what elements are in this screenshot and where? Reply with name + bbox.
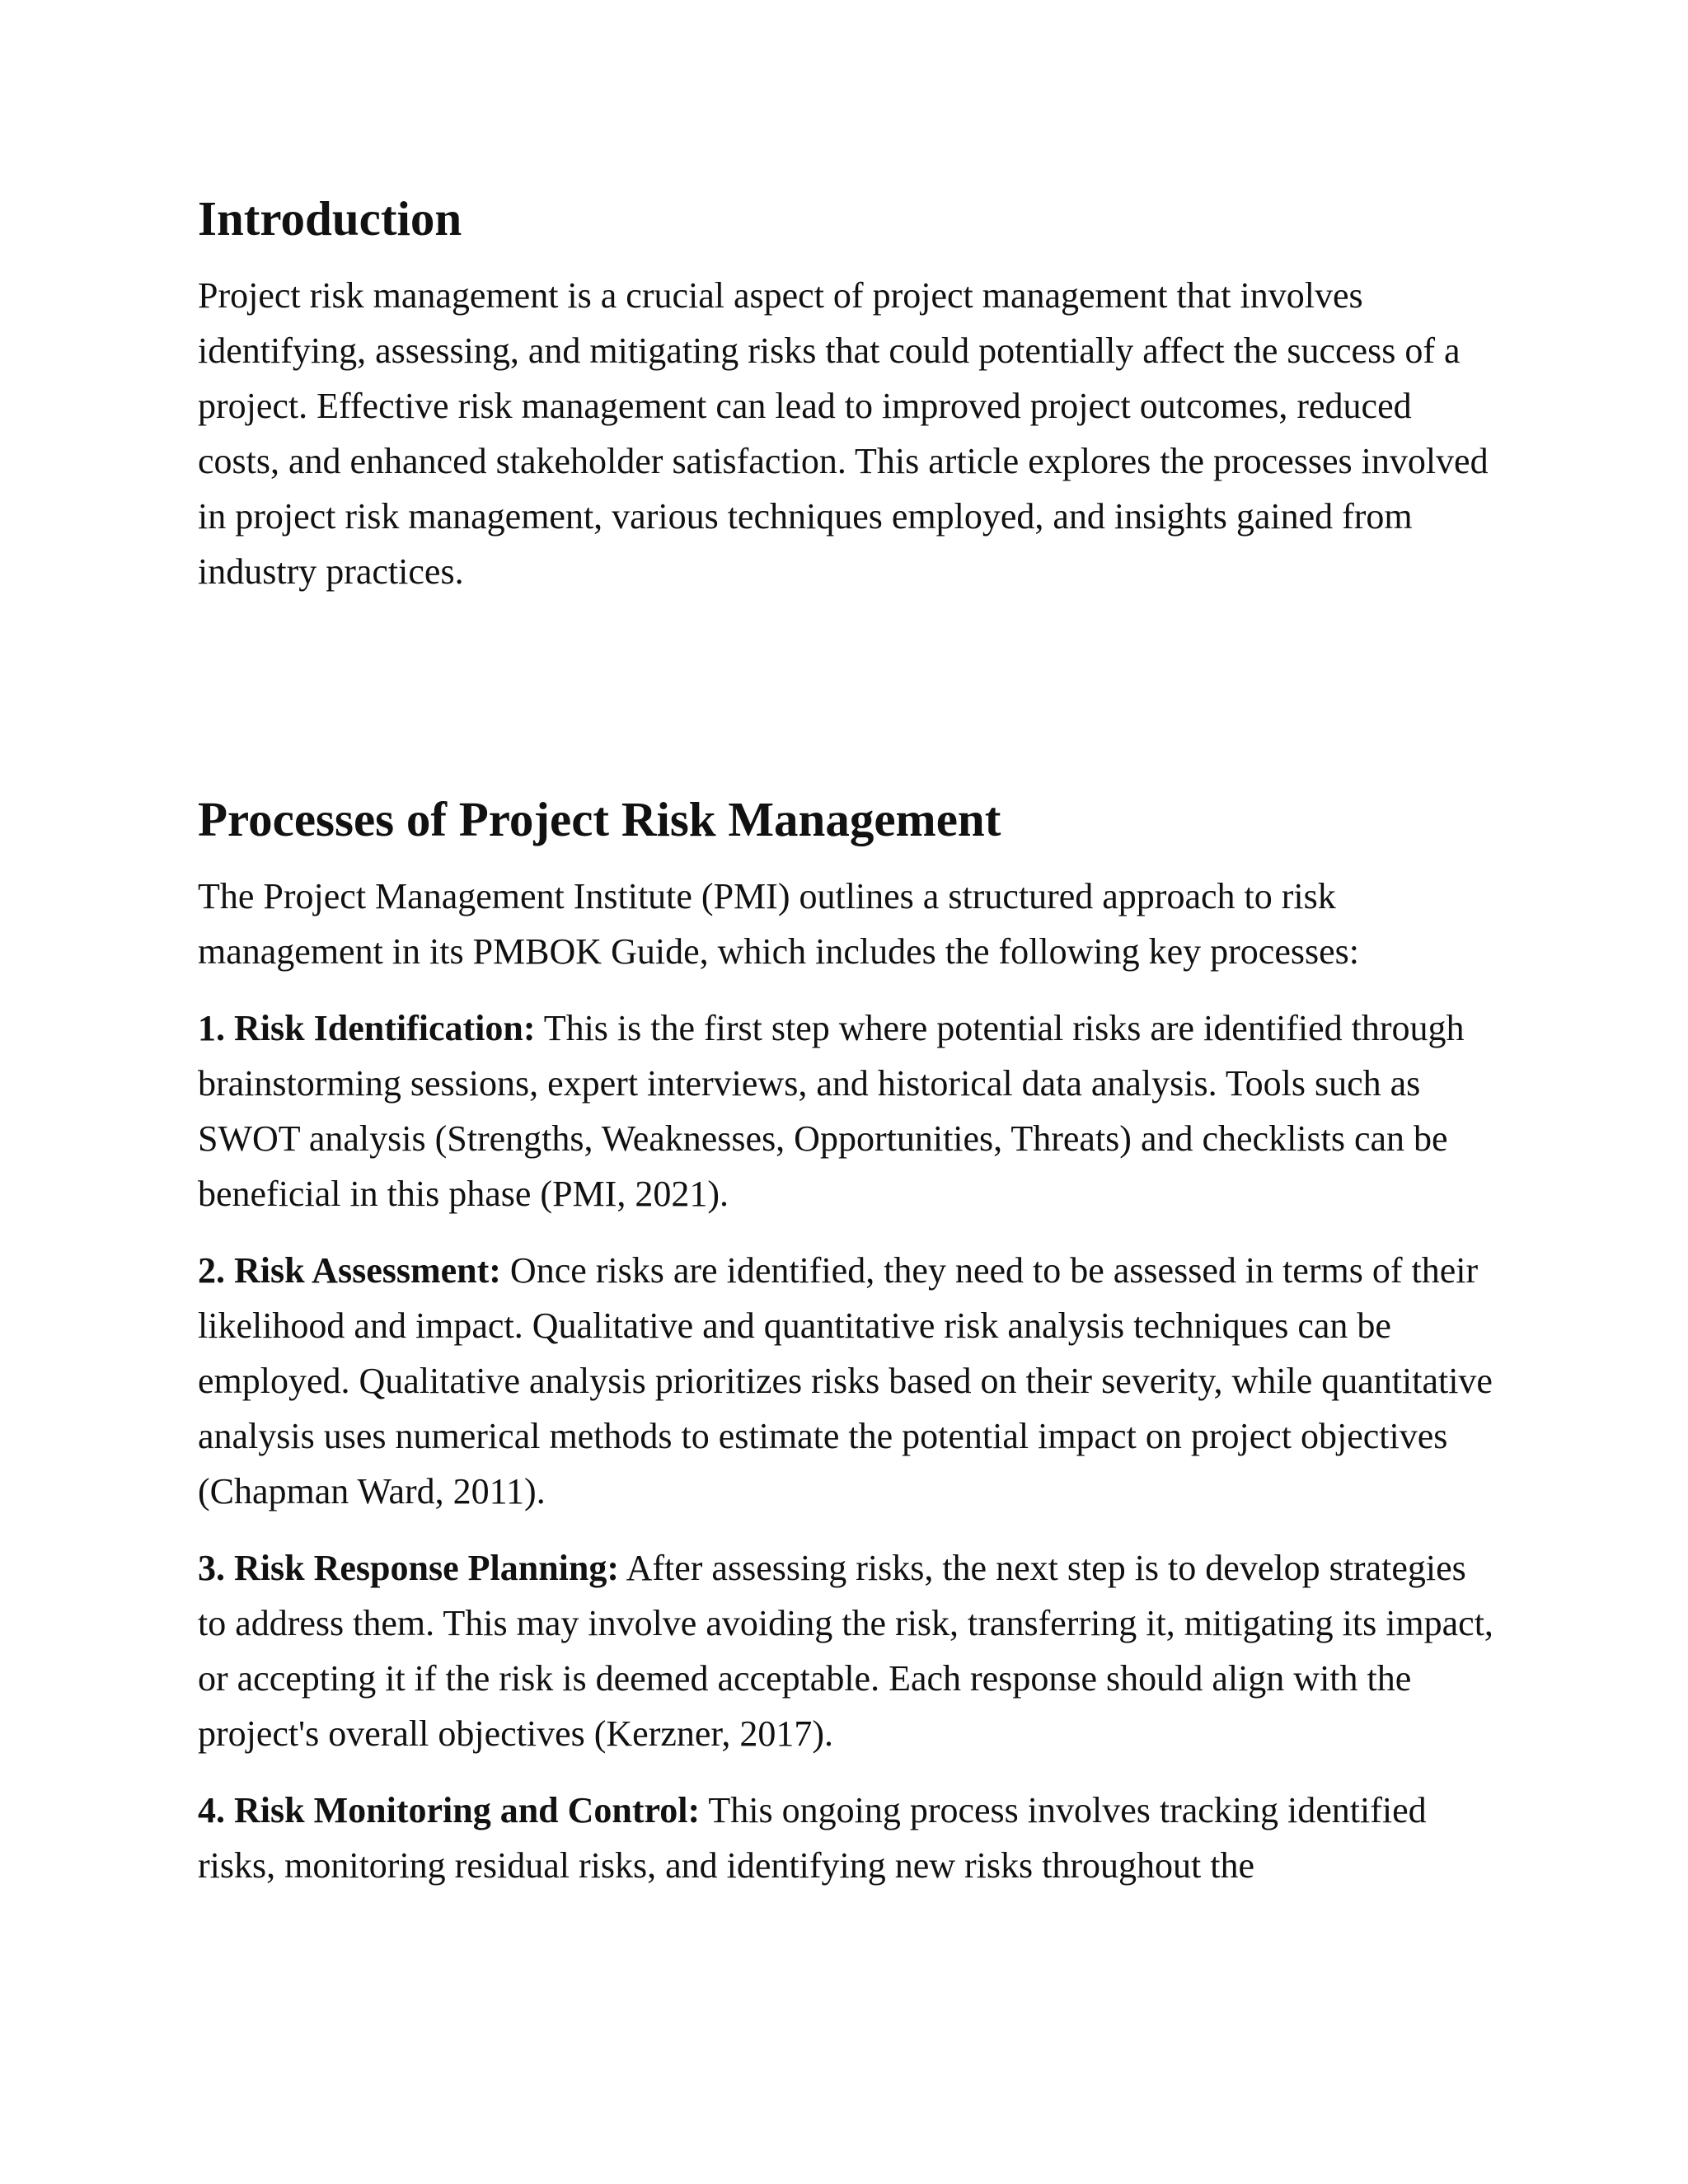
process-item-title: 3. Risk Response Planning:	[198, 1547, 620, 1588]
processes-intro-paragraph: The Project Management Institute (PMI) outlines a structured approach to risk management in its PMBOK Guide, which includes the following key processes:	[198, 875, 1359, 972]
process-item-risk-response-planning	[198, 1540, 1500, 1761]
introduction-heading: Introduction	[198, 191, 462, 246]
process-item-risk-assessment	[198, 1243, 1500, 1519]
process-item-risk-monitoring-control	[198, 1783, 1500, 1893]
process-item-text: This ongoing process involves tracking identified risks, monitoring residual risks, and identifying new risks throughout the	[198, 1789, 1427, 1886]
document-page	[198, 190, 1500, 1893]
process-item-text: After assessing risks, the next step is to develop strategies to address them. This may involve avoiding the risk, transferring it, mitigating its impact, or accepting it if the risk is deemed acceptable. Each response should align with the project's overall objectives (Kerzner, 2017).	[198, 1547, 1493, 1754]
processes-heading: Processes of Project Risk Management	[198, 791, 1001, 846]
introduction-paragraph: Project risk management is a crucial aspect of project management that involves identifying, assessing, and mitigating risks that could potentially affect the success of a project. Effective risk management can lead to improved project outcomes, reduced costs, and enhanced stakeholder satisfaction. This article explores the processes involved in project risk management, various techniques employed, and insights gained from industry practices.	[198, 274, 1489, 592]
process-item-text: This is the first step where potential risks are identified through brainstorming sessions, expert interviews, and historical data analysis. Tools such as SWOT analysis (Strengths, Weaknesses, Opportunities, Threats) and checklists can be beneficial in this phase (PMI, 2021).	[198, 1007, 1465, 1214]
process-item-risk-identification	[198, 1001, 1500, 1221]
process-item-title: 1. Risk Identification:	[198, 1007, 536, 1048]
process-item-title: 4. Risk Monitoring and Control:	[198, 1789, 701, 1830]
process-item-text: Once risks are identified, they need to be assessed in terms of their likelihood and impact. Qualitative and quantitative risk analysis techniques can be employed. Qualitative analysis prioritizes risks based on their severity, while quantitative analysis uses numerical methods to estimate the potential impact on project objectives (Chapman Ward, 2011).	[198, 1249, 1493, 1511]
process-item-title: 2. Risk Assessment:	[198, 1249, 501, 1291]
